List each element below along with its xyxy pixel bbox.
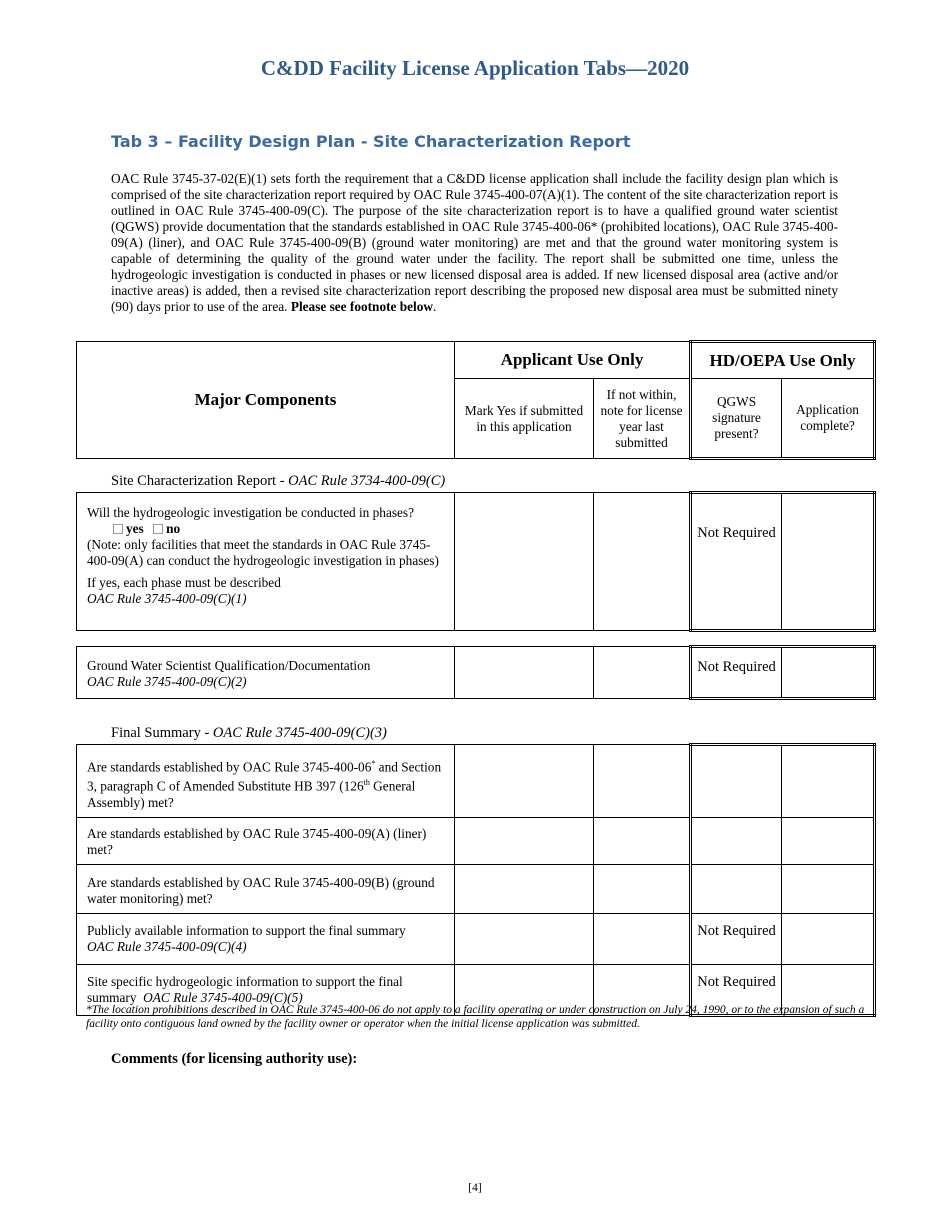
phases-mark-yes-cell[interactable] [455,493,594,631]
no-checkbox[interactable] [153,524,163,534]
final-row-2-not-within[interactable] [594,817,691,864]
final-row-5-text: Site specific hydrogeologic information to support the final summary [87,973,403,1005]
final-row-2-qgws[interactable] [691,817,782,864]
final-row-1-complete[interactable] [782,745,875,818]
final-row-4-complete[interactable] [782,913,875,964]
final-row-5-rule: OAC Rule 3745-400-09(C)(5) [143,989,303,1005]
final-row-2-complete[interactable] [782,817,875,864]
table-row [77,864,875,913]
phases-no-option[interactable] [153,521,180,536]
no-label: no [166,521,181,536]
header-table [76,340,876,460]
if-not-within-column-header: If not within, note for license year last submitted [594,379,691,459]
phases-yes-option[interactable] [113,521,144,536]
final-row-3-description [77,864,455,913]
final-row-1-text-b: and Section 3, paragraph C of Amended Substitute HB 397 (126 [87,759,442,794]
gws-complete-cell[interactable] [782,647,875,699]
final-row-1-qgws[interactable] [691,745,782,818]
yes-checkbox[interactable] [113,524,123,534]
final-row-5-qgws: Not Required [691,964,782,1015]
phases-not-within-cell[interactable] [594,493,691,631]
phases-note: (Note: only facilities that meet the standards in OAC Rule 3745-400-09(A) can conduct the hydrogeologic investigation in phases) [87,537,439,568]
group2-rule: OAC Rule 3745-400-09(C)(3) [212,725,387,741]
final-row-1-mark-yes[interactable] [455,745,594,818]
final-row-2-text: Are standards established by OAC Rule 3745-400-09(A) (liner) met? [87,825,427,857]
intro-paragraph [111,171,838,315]
final-row-3-complete[interactable] [782,864,875,913]
final-row-4-description [77,913,455,964]
final-row-4-not-within[interactable] [594,913,691,964]
phases-qgws-cell: Not Required [691,493,782,631]
page-number: [4] [468,1182,482,1194]
intro-text: OAC Rule 3745-37-02(E)(1) sets forth the requirement that a C&DD license application shall include the facility design plan which is comprised of the site characterization report required by OAC Rule 3745-400-07(A)(1). The content of the site characterization report is outlined in OAC Rule 3745-400-09(C). The purpose of the site characterization report is to have a qualified ground water scientist (QGWS) provide documentation that the standards established in OAC Rule 3745-400-06* (prohibited locations), OAC Rule 3745-400-09(A) (liner), and OAC Rule 3745-400-09(B) (ground water monitoring) are met and that the ground water monitoring system is capable of determining the quality of the ground water under the facility. The report shall be submitted one time, unless the hydrogeologic investigation is conducted in phases or new licensed disposal area is added. If new licensed disposal area (active and/or inactive areas) is added, then a revised site characterization report describing the proposed new disposal area must be submitted ninety (90) days prior to use of the area. [111,171,838,314]
phases-complete-cell[interactable] [782,493,875,631]
phases-rule: OAC Rule 3745-400-09(C)(1) [87,591,247,606]
phases-description-cell [77,493,455,631]
group-site-characterization-label [111,473,445,490]
gws-rule: OAC Rule 3745-400-09(C)(2) [87,674,247,689]
final-row-4-rule: OAC Rule 3745-400-09(C)(4) [87,938,247,954]
section-heading: Tab 3 – Facility Design Plan - Site Characterization Report [111,132,631,151]
final-row-2-description [77,817,455,864]
document-title: C&DD Facility License Application Tabs—2020 [260,56,690,80]
gws-qgws-cell: Not Required [691,647,782,699]
group1-label: Site Characterization Report - [111,473,289,489]
gws-description-cell [77,647,455,699]
final-row-4-qgws: Not Required [691,913,782,964]
final-row-3-text: Are standards established by OAC Rule 3745-400-09(B) (ground water monitoring) met? [87,874,435,906]
final-row-4-text: Publicly available information to support the final summary [87,922,406,938]
qgws-column-header: QGWS signature present? [691,379,782,459]
phases-question: Will the hydrogeologic investigation be conducted in phases? [87,505,415,520]
comments-label: Comments (for licensing authority use): [111,1051,358,1067]
hd-oepa-use-only-header: HD/OEPA Use Only [691,342,875,379]
final-row-1-not-within[interactable] [594,745,691,818]
final-row-3-mark-yes[interactable] [455,864,594,913]
final-row-1-sup-b: th [363,778,370,788]
yes-label: yes [126,521,144,536]
final-summary-table [76,743,876,1017]
final-row-1-description [77,745,455,818]
gws-not-within-cell[interactable] [594,647,691,699]
final-row-3-qgws[interactable] [691,864,782,913]
intro-bold-tail: Please see footnote below [290,299,433,314]
final-row-1-text-c: General Assembly) met? [87,778,416,810]
final-row-1-text-a: Are standards established by OAC Rule 3745-400-06 [87,759,372,775]
group-final-summary-label [111,725,387,742]
group2-label: Final Summary - [111,725,213,741]
phases-table [76,491,876,632]
final-row-1-sup-a: * [371,759,376,768]
table-row [77,817,875,864]
phases-describe: If yes, each phase must be described [87,575,281,590]
table-row [77,913,875,964]
final-row-3-not-within[interactable] [594,864,691,913]
gws-table [76,645,876,700]
table-row [77,745,875,818]
mark-yes-column-header: Mark Yes if submitted in this application [455,379,594,459]
applicant-use-only-header: Applicant Use Only [455,342,691,379]
footnote: *The location prohibitions described in OAC Rule 3745-400-06 do not apply to a facility operating or under construction on July 24, 1990, or to the expansion of such a facility onto contiguous land owned by the facility owner or operator when the initial license application was submitted. [86,1004,865,1030]
final-row-2-mark-yes[interactable] [455,817,594,864]
major-components-header: Major Components [77,342,455,459]
final-row-4-mark-yes[interactable] [455,913,594,964]
gws-mark-yes-cell[interactable] [455,647,594,699]
gws-text: Ground Water Scientist Qualification/Documentation [87,658,371,673]
group1-rule: OAC Rule 3734-400-09(C) [288,473,446,489]
intro-end: . [433,299,437,314]
application-complete-column-header: Application complete? [782,379,875,459]
